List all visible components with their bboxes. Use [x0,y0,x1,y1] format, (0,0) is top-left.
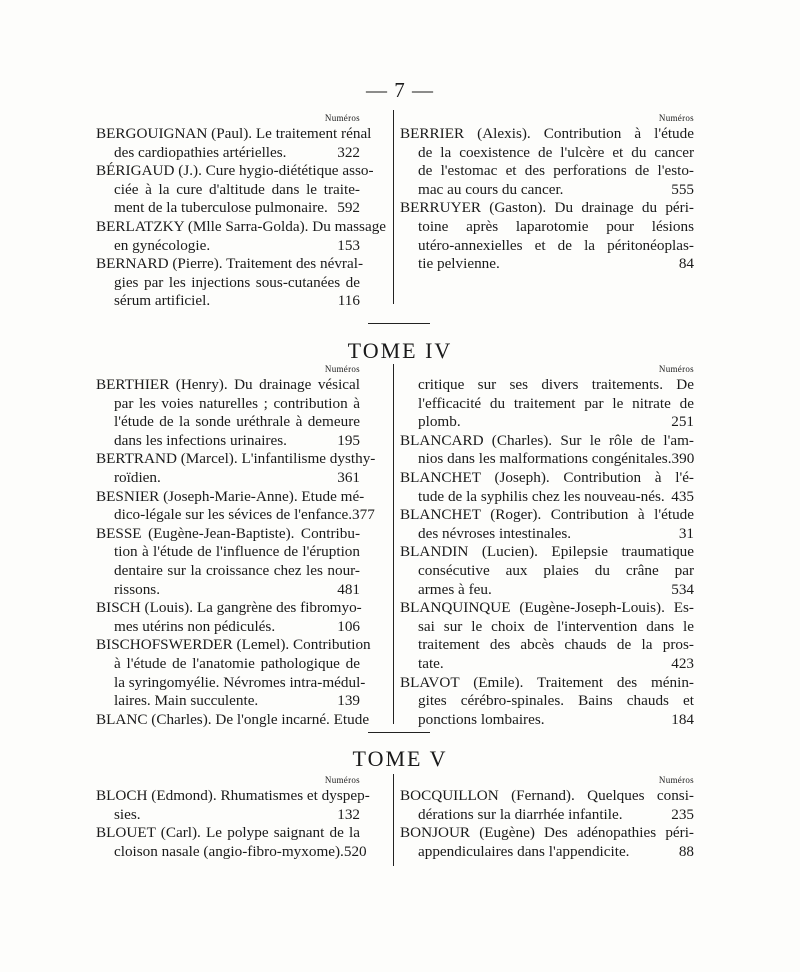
entry-line: gies par les injections sous-cutanées de [114,273,360,291]
entry-line: BERRUYER (Gaston). Du drainage du péri- [400,199,694,217]
entry-text: BLANC (Charles). De l'ongle incarné. Etude [96,710,370,728]
entry-line: de la coexistence de l'ulcère et du cancer [418,143,694,161]
entry-text: ponctions lombaires. [418,710,545,728]
entry-text: rissons. [114,580,160,598]
entry-number: 435 [671,487,694,505]
entry-text: ment de la tuberculose pulmonaire. [114,199,328,217]
entry-text: tude de la syphilis chez les nouveau-nés. [418,487,665,505]
entry-line: BLANDIN (Lucien). Epilepsie traumatique [400,543,694,561]
numeros-label: Numéros [658,775,694,785]
column-divider [393,110,394,304]
entry-line: gites cérébro-spinales. Bains chauds et [418,692,694,710]
entry-number: 84 [678,255,694,273]
entry-line: BERTHIER (Henry). Du drainage vésical [96,376,360,393]
numeros-label: Numéros [324,364,360,374]
section-3-left-column [96,774,370,861]
index-entry [400,543,694,599]
entry-text: mac au cours du cancer. [418,180,564,198]
entry-line: BERRIER (Alexis). Contribution à l'étude [400,125,694,142]
tome-iv-title: TOME IV [347,338,453,363]
index-entry [400,376,694,432]
entry-last-line [96,710,370,730]
entry-number: 195 [337,431,360,449]
entry-last-line [400,843,694,862]
entry-last-line [96,842,367,862]
entry-last-line [400,655,694,674]
entry-last-line [400,525,694,544]
entry-line: par les voies naturelles ; contribution à [114,394,360,412]
entry-text: des névroses intestinales. [418,524,572,542]
tome-v-title: TOME V [352,746,448,771]
entry-line: utéro-annexielles et de la péritonéoplas- [418,236,694,254]
entry-last-line [400,806,694,825]
entry-line: BLOUET (Carl). Le polype saignant de la [96,824,360,842]
entry-number: 592 [337,199,360,217]
entry-last-line [96,144,360,163]
index-entry [96,636,371,710]
entry-line: BOCQUILLON (Fernand). Quelques consi- [400,787,694,804]
entry-last-line [96,469,360,488]
entry-line: BESSE (Eugène-Jean-Baptiste). Contribu- [96,524,360,542]
entry-line: sai sur le choix de l'intervention dans le [418,617,694,635]
index-entry [96,162,374,218]
entry-text: dérations sur la diarrhée infantile. [418,805,623,823]
entry-number: 31 [678,524,694,542]
section-rule [368,732,430,733]
entry-line: BERGOUIGNAN (Paul). Le traitement rénal [96,125,372,142]
entry-number: 139 [337,692,360,710]
entry-number: 322 [337,143,360,161]
index-entry [400,824,694,861]
entry-text: laires. Main succulente. [114,692,259,710]
index-entry [96,125,372,162]
entry-line: BLAVOT (Emile). Traitement des ménin- [400,673,694,691]
entry-last-line [400,488,694,507]
index-entry [96,787,370,824]
entry-last-line [96,806,360,825]
entry-line: BISCH (Louis). La gangrène des fibromyo- [96,599,362,617]
entry-text: armes à feu. [418,580,492,598]
entry-text: en gynécologie. [114,236,211,254]
entry-number: 153 [337,236,360,254]
section-3-right-column [400,774,694,861]
entry-line: tion à l'étude de l'influence de l'éruption [114,543,360,561]
numeros-label: Numéros [324,113,360,123]
entry-number: 132 [337,805,360,823]
entry-text: sérum artificiel. [114,292,211,310]
index-entry [96,376,360,450]
entry-number: 116 [337,292,360,310]
entry-line: l'efficacité du traitement par le nitrate de [418,394,694,412]
index-entry [96,255,363,311]
index-entry [400,125,694,199]
numeros-label: Numéros [324,775,360,785]
entry-last-line [400,711,694,730]
entry-last-line [96,692,360,711]
entry-line: ciée à la cure d'altitude dans le traite- [114,180,360,198]
section-1-left-column [96,112,387,311]
entry-text: dico-légale sur les sévices de l'enfance. [114,506,353,524]
page-number: — 7 — [366,78,434,102]
section-1-right-column [400,112,694,274]
entry-line: BLANCARD (Charles). Sur le rôle de l'am- [400,431,694,449]
index-entry [96,599,360,636]
entry-text: tie pelvienne. [418,255,500,273]
column-divider [393,364,394,724]
index-entry [400,599,694,673]
entry-last-line [400,450,694,469]
entry-text: tate. [418,654,444,672]
entry-text: cloison nasale (angio-fibro-myxome). [114,842,344,860]
entry-last-line [400,255,694,274]
column-divider [393,774,394,866]
entry-last-line [96,581,360,600]
section-rule [368,323,430,324]
index-entry [96,217,387,255]
numeros-label: Numéros [658,113,694,123]
entry-last-line [96,506,375,525]
entry-number: 520 [343,842,367,860]
entry-line: l'étude de la sonde uréthrale à demeure [114,413,360,431]
entry-line: BLANQUINQUE (Eugène-Joseph-Louis). Es- [400,599,694,617]
section-2-left-column [96,363,376,729]
entry-text: mes utérins non pédiculés. [114,617,276,635]
entry-line: toine après laparotomie pour lésions [418,217,694,235]
entry-line: critique sur ses divers traitements. De [418,376,694,393]
entry-line: BERLATZKY (Mlle Sarra-Golda). Du massage [96,217,387,235]
entry-text: nios dans les malformations congénitales. [418,450,672,468]
entry-line: BÉRIGAUD (J.). Cure hygio-diététique asso- [96,162,374,180]
entry-last-line [96,432,360,451]
entry-text: sies. [114,805,141,823]
entry-number: 534 [671,580,694,598]
entry-number: 88 [678,842,694,860]
entry-line: dentaire sur la croissance chez les nour- [114,561,360,579]
entry-line: BONJOUR (Eugène) Des adénopathies péri- [400,824,694,842]
entry-line: de l'estomac et des perforations de l'esto- [418,162,694,180]
entry-number: 377 [352,506,375,524]
entry-line: BERTRAND (Marcel). L'infantilisme dysthy- [96,450,376,468]
entry-text: dans les infections urinaires. [114,431,287,449]
entry-last-line [400,413,694,432]
entry-number: 481 [337,580,360,598]
entry-last-line [96,237,360,256]
index-entry [96,525,360,599]
entry-number: 423 [671,654,694,672]
entry-text: appendiculaires dans l'appendicite. [418,842,630,860]
index-entry [400,199,694,273]
entry-line: BISCHOFSWERDER (Lemel). Contribution [96,636,371,654]
entry-text: des cardiopathies artérielles. [114,143,287,161]
entry-number: 251 [671,413,694,431]
index-entry [96,710,370,730]
entry-line: consécutive aux plaies du crâne par [418,561,694,579]
entry-number: 555 [671,180,694,198]
entry-number: 184 [671,710,694,728]
index-entry [400,787,694,824]
entry-last-line [96,618,360,637]
index-entry [96,487,375,525]
index-entry [96,450,376,487]
entry-line: BERNARD (Pierre). Traitement des névral- [96,255,363,273]
entry-line: BESNIER (Joseph-Marie-Anne). Etude mé- [96,487,365,505]
index-entry [96,824,367,861]
numeros-label: Numéros [658,364,694,374]
index-entry [400,469,694,506]
entry-line: BLOCH (Edmond). Rhumatismes et dyspep- [96,787,370,804]
entry-last-line [400,181,694,200]
entry-last-line [96,199,360,218]
entry-number: 106 [337,617,360,635]
entry-line: BLANCHET (Roger). Contribution à l'étude [400,506,694,524]
entry-text: roïdien. [114,468,161,486]
section-2-right-column [400,363,694,729]
entry-line: la syringomyélie. Névromes intra-médul- [114,673,366,691]
index-entry [400,674,694,730]
entry-last-line [400,581,694,600]
entry-line: à l'étude de l'anatomie pathologique de [114,654,360,672]
entry-text: plomb. [418,413,461,431]
entry-last-line [96,292,360,311]
entry-number: 235 [671,805,694,823]
entry-number: 361 [337,468,360,486]
entry-line: BLANCHET (Joseph). Contribution à l'é- [400,468,694,486]
entry-line: traitement des abcès chauds de la pros- [418,636,694,654]
index-entry [400,432,694,469]
index-entry [400,506,694,543]
entry-number: 390 [671,450,695,468]
